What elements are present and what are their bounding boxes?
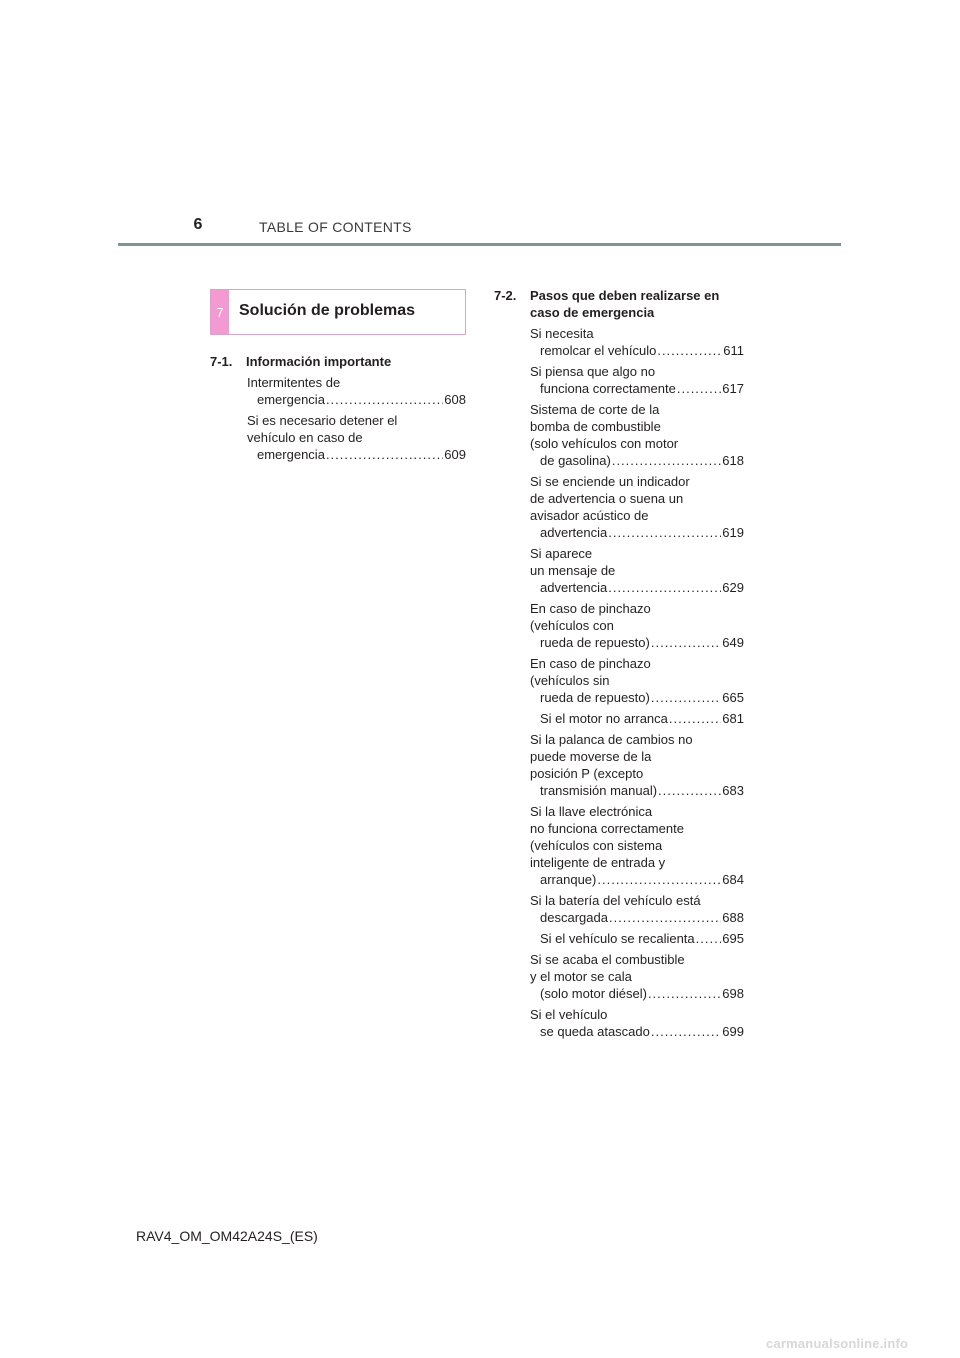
toc-entry-leader-line xyxy=(540,985,744,1002)
toc-entry-last-line: remolcar el vehículo xyxy=(540,343,657,358)
toc-entry-line: puede moverse de la xyxy=(530,749,652,764)
toc-column-left xyxy=(210,353,466,463)
toc-entry-line: Si aparece xyxy=(530,546,593,561)
dot-leader xyxy=(326,446,443,463)
toc-page-number: 684 xyxy=(722,872,744,887)
toc-entry-leader-line xyxy=(540,710,744,727)
toc-group-heading xyxy=(494,287,744,321)
toc-entry[interactable] xyxy=(530,731,744,799)
toc-page-number: 681 xyxy=(722,711,744,726)
toc-page-number: 695 xyxy=(722,931,744,946)
toc-entry-line: un mensaje de xyxy=(530,563,616,578)
dot-leader xyxy=(648,985,721,1002)
toc-entry-line: Si piensa que algo no xyxy=(530,364,656,379)
toc-entry[interactable] xyxy=(530,892,744,926)
toc-entry-leader-line xyxy=(540,930,744,947)
header-rule xyxy=(118,243,841,246)
toc-page-number: 665 xyxy=(722,690,744,705)
dot-leader xyxy=(326,391,443,408)
toc-page-number: 617 xyxy=(722,381,744,396)
toc-entry-last-line: Si el vehículo se recalienta xyxy=(540,931,695,946)
toc-entry-line: posición P (excepto xyxy=(530,766,644,781)
dot-leader xyxy=(612,452,721,469)
toc-entry-last-line: emergencia xyxy=(257,392,325,407)
toc-page-number: 619 xyxy=(722,525,744,540)
toc-page-number: 629 xyxy=(722,580,744,595)
toc-entry-line: Si la llave electrónica xyxy=(530,804,653,819)
toc-entry-line: Si es necesario detener el xyxy=(247,413,398,428)
toc-entry-last-line: se queda atascado xyxy=(540,1024,650,1039)
dot-leader xyxy=(677,380,721,397)
toc-entry-leader-line xyxy=(540,909,744,926)
toc-group-title xyxy=(530,287,744,321)
toc-page-number: 699 xyxy=(722,1024,744,1039)
toc-entry-line: vehículo en caso de xyxy=(247,430,363,445)
toc-entry-line: (vehículos con sistema xyxy=(530,838,663,853)
section-heading-box xyxy=(210,289,466,335)
dot-leader xyxy=(696,930,722,947)
dot-leader xyxy=(651,1023,721,1040)
toc-entry[interactable] xyxy=(530,930,744,947)
toc-entry-last-line: arranque) xyxy=(540,872,597,887)
dot-leader xyxy=(651,634,721,651)
toc-entry-leader-line xyxy=(540,452,744,469)
toc-page-number: 611 xyxy=(723,343,744,358)
toc-entry-line: Si el vehículo xyxy=(530,1007,608,1022)
toc-entry[interactable] xyxy=(530,401,744,469)
toc-entry-line: Si se enciende un indicador xyxy=(530,474,690,489)
toc-column-right xyxy=(494,287,744,1040)
toc-entry-last-line: Si el motor no arranca xyxy=(540,711,668,726)
toc-entry-line: Sistema de corte de la xyxy=(530,402,660,417)
toc-page-number: 683 xyxy=(722,783,744,798)
toc-entry[interactable] xyxy=(530,655,744,706)
toc-entry-line: Si la palanca de cambios no xyxy=(530,732,693,747)
toc-entry[interactable] xyxy=(530,473,744,541)
toc-entry[interactable] xyxy=(247,374,466,408)
toc-entry[interactable] xyxy=(530,803,744,888)
toc-entry-last-line: rueda de repuesto) xyxy=(540,690,650,705)
dot-leader xyxy=(669,710,721,727)
toc-entry-leader-line xyxy=(540,579,744,596)
toc-entry-leader-line xyxy=(540,1023,744,1040)
toc-page-number: 698 xyxy=(722,986,744,1001)
toc-entry[interactable] xyxy=(530,710,744,727)
toc-entry-last-line: de gasolina) xyxy=(540,453,611,468)
toc-page-number: 649 xyxy=(722,635,744,650)
toc-entry-leader-line xyxy=(540,634,744,651)
toc-group-title-line: Pasos que deben realizarse en xyxy=(530,288,720,303)
toc-entry-leader-line xyxy=(540,782,744,799)
toc-entry-last-line: descargada xyxy=(540,910,608,925)
toc-entry-line: inteligente de entrada y xyxy=(530,855,666,870)
toc-page-number: 609 xyxy=(444,447,466,462)
dot-leader xyxy=(609,909,721,926)
toc-entry-last-line: (solo motor diésel) xyxy=(540,986,647,1001)
toc-entry-leader-line xyxy=(540,871,744,888)
toc-entry-line: bomba de combustible xyxy=(530,419,661,434)
toc-entry-line: (solo vehículos con motor xyxy=(530,436,679,451)
toc-entry[interactable] xyxy=(530,363,744,397)
toc-entry-line: En caso de pinchazo xyxy=(530,656,651,671)
toc-entry-line: (vehículos con xyxy=(530,618,614,633)
toc-group-title-line: Información importante xyxy=(246,354,392,369)
toc-entry-line: Si se acaba el combustible xyxy=(530,952,685,967)
toc-entry[interactable] xyxy=(530,325,744,359)
toc-entry-line: no funciona correctamente xyxy=(530,821,684,836)
toc-page-number: 618 xyxy=(722,453,744,468)
toc-entry-line: Intermitentes de xyxy=(247,375,341,390)
toc-entry-leader-line xyxy=(540,689,744,706)
section-number-tab: 7 xyxy=(211,290,229,334)
toc-entry-last-line: emergencia xyxy=(257,447,325,462)
toc-entry-last-line: transmisión manual) xyxy=(540,783,658,798)
toc-entry-last-line: advertencia xyxy=(540,580,608,595)
dot-leader xyxy=(657,342,722,359)
toc-group-title-line: caso de emergencia xyxy=(530,305,655,320)
toc-entry-line: Si necesita xyxy=(530,326,594,341)
toc-entry-line: avisador acústico de xyxy=(530,508,649,523)
dot-leader xyxy=(597,871,721,888)
dot-leader xyxy=(651,689,721,706)
dot-leader xyxy=(608,579,721,596)
toc-entry-line: (vehículos sin xyxy=(530,673,610,688)
watermark: carmanualsonline.info xyxy=(766,1336,909,1351)
toc-entry-last-line: funciona correctamente xyxy=(540,381,676,396)
dot-leader xyxy=(658,782,721,799)
running-title: TABLE OF CONTENTS xyxy=(259,219,412,235)
toc-entry-leader-line xyxy=(540,342,744,359)
page-number: 6 xyxy=(193,216,203,233)
toc-group-heading xyxy=(210,353,466,370)
toc-entry-leader-line xyxy=(257,446,466,463)
toc-group-number: 7-2. xyxy=(494,288,517,303)
toc-entry[interactable] xyxy=(530,1006,744,1040)
toc-entry[interactable] xyxy=(530,545,744,596)
toc-group-title xyxy=(246,353,466,370)
toc-entry-leader-line xyxy=(540,524,744,541)
toc-entry-leader-line xyxy=(540,380,744,397)
toc-entry[interactable] xyxy=(247,412,466,463)
page-header xyxy=(0,0,960,250)
dot-leader xyxy=(608,524,721,541)
toc-entry[interactable] xyxy=(530,600,744,651)
toc-entry-line: y el motor se cala xyxy=(530,969,632,984)
toc-group-number: 7-1. xyxy=(210,354,233,369)
toc-entry-last-line: rueda de repuesto) xyxy=(540,635,650,650)
document-code: RAV4_OM_OM42A24S_(ES) xyxy=(136,1228,318,1244)
toc-entry-line: Si la batería del vehículo está xyxy=(530,893,701,908)
toc-entry-line: de advertencia o suena un xyxy=(530,491,684,506)
toc-entry-last-line: advertencia xyxy=(540,525,608,540)
toc-entry-leader-line xyxy=(257,391,466,408)
toc-entry[interactable] xyxy=(530,951,744,1002)
toc-page-number: 608 xyxy=(444,392,466,407)
section-title: Solución de problemas xyxy=(239,302,416,319)
toc-page-number: 688 xyxy=(722,910,744,925)
toc-entry-line: En caso de pinchazo xyxy=(530,601,651,616)
